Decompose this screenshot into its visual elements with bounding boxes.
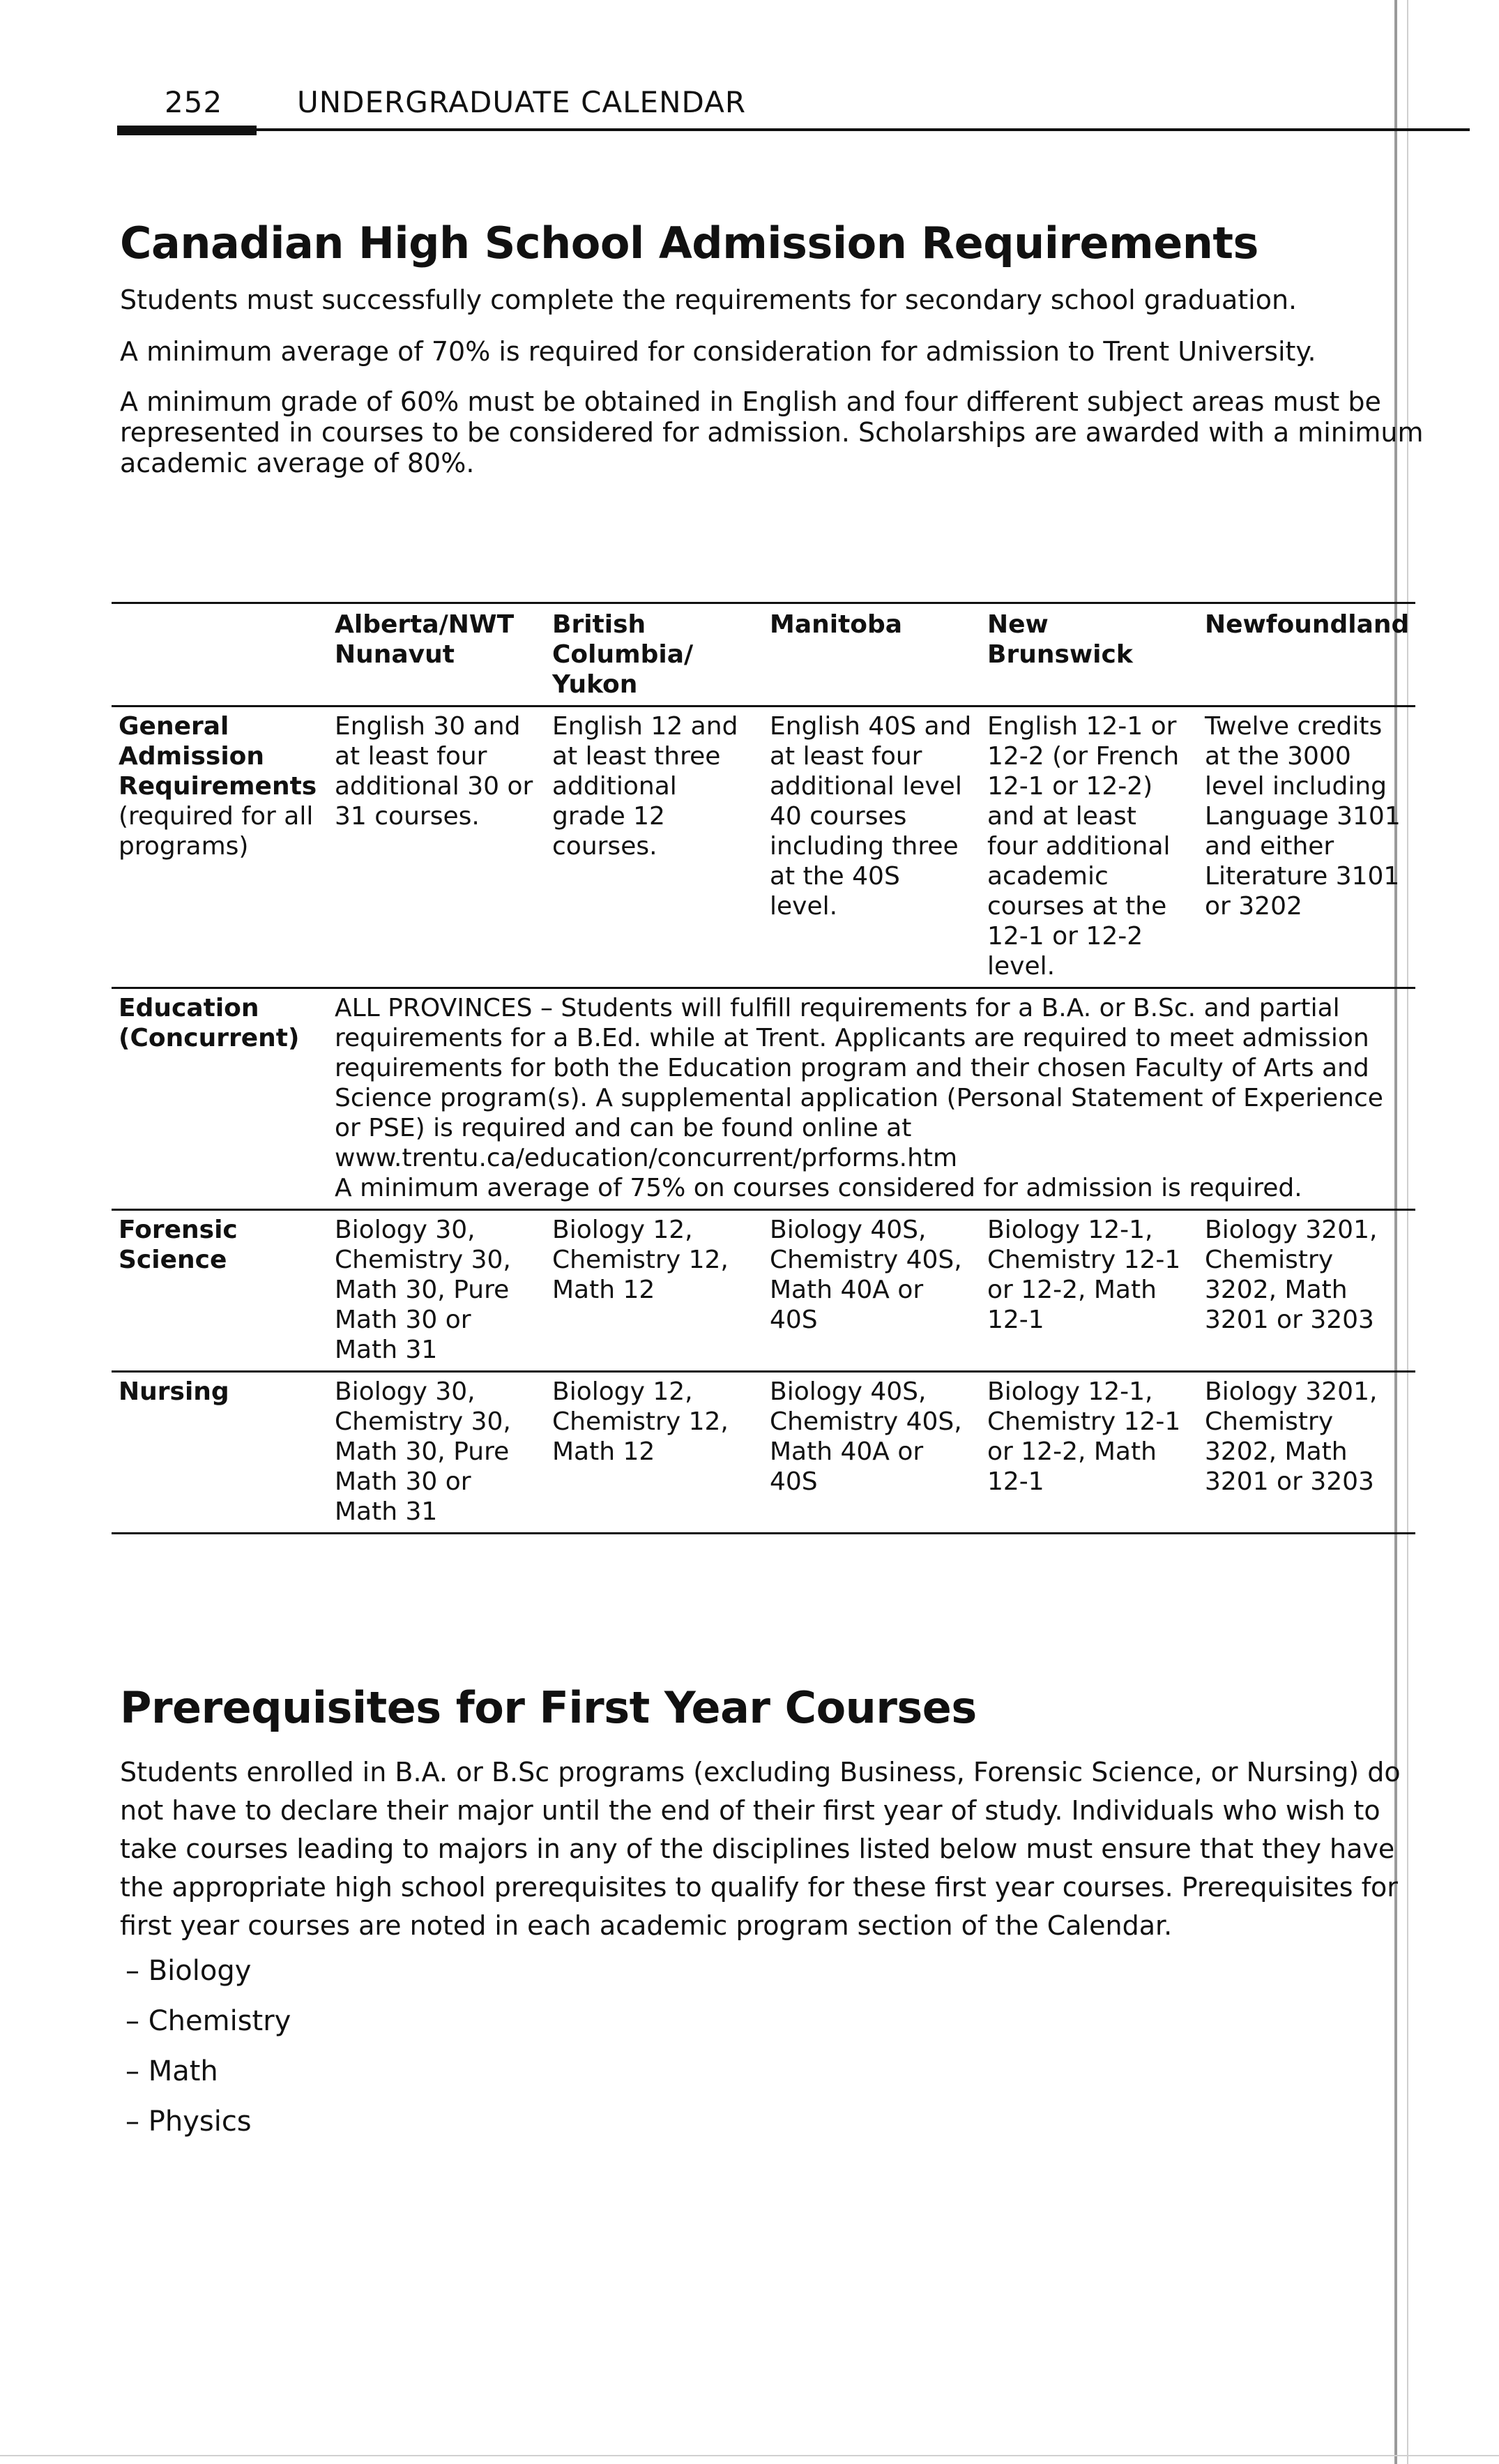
page-bottom-edge <box>0 2455 1499 2456</box>
running-title: UNDERGRADUATE CALENDAR <box>297 85 747 119</box>
row-label-nursing: Nursing <box>119 1377 229 1406</box>
table-cell: English 30 and at least four additional 30 or 31 courses. <box>335 712 533 831</box>
table-cell: Biology 12, Chemistry 12, Math 12 <box>552 1377 729 1466</box>
section-title-prerequisites: Prerequisites for First Year Courses <box>120 1682 977 1733</box>
admission-requirements-table <box>112 602 1415 1534</box>
header-rule-accent <box>117 126 257 135</box>
table-row-forensic <box>112 1210 1415 1372</box>
table-row-general <box>112 706 1415 988</box>
table-cell: Biology 30, Chemistry 30, Math 30, Pure Math 30 or Math 31 <box>335 1216 511 1364</box>
education-text: ALL PROVINCES – Students will fulfill requirements for a B.A. or B.Sc. and partial requirements for a B.Ed. while at Trent. Applicants are required to meet admission requirements for both the Education program and their chosen Faculty of Arts and Science program(s). A supplemental application (Personal Statement of Experience or PSE) is required and can be found online at www.trentu.ca/education/concurrent/prforms.htm <box>335 994 1383 1172</box>
subject-list <box>125 1946 291 2147</box>
table-cell: Biology 30, Chemistry 30, Math 30, Pure Math 30 or Math 31 <box>335 1377 511 1526</box>
running-header <box>165 85 746 119</box>
header-newfoundland: Newfoundland <box>1198 603 1415 706</box>
list-item: – Biology <box>125 1946 291 1996</box>
header-alberta: Alberta/NWT Nunavut <box>328 603 545 706</box>
row-label-forensic: Forensic Science <box>119 1216 238 1274</box>
header-new-brunswick: New Brunswick <box>980 603 1198 706</box>
table-cell: Twelve credits at the 3000 level including Language 3101 and either Literature 3101 or 3202 <box>1205 712 1401 921</box>
row-label-education: Education (Concurrent) <box>119 994 300 1052</box>
table-cell: Biology 3201, Chemistry 3202, Math 3201 or 3203 <box>1205 1216 1378 1334</box>
row-label-general <box>112 706 328 988</box>
header-rule <box>117 128 1470 131</box>
table-cell: Biology 12-1, Chemistry 12-1 or 12-2, Math 12-1 <box>987 1377 1181 1496</box>
admission-paragraph-1: Students must successfully complete the requirements for secondary school graduation. <box>120 285 1298 315</box>
table-cell: English 12-1 or 12-2 (or French 12-1 or 12-2) and at least four additional academic courses at the 12-1 or 12-2 level. <box>987 712 1180 981</box>
table-cell: Biology 12-1, Chemistry 12-1 or 12-2, Math 12-1 <box>987 1216 1181 1334</box>
table-cell: Biology 40S, Chemistry 40S, Math 40A or 40S <box>770 1216 962 1334</box>
table-cell: Biology 40S, Chemistry 40S, Math 40A or 40S <box>770 1377 962 1496</box>
list-item: – Chemistry <box>125 1996 291 2046</box>
general-label: General Admission Requirements <box>119 712 317 801</box>
table-header-row <box>112 603 1415 706</box>
header-british-columbia: British Columbia/ Yukon <box>545 603 763 706</box>
prerequisites-paragraph: Students enrolled in B.A. or B.Sc programs (excluding Business, Forensic Science, or Nursing) do not have to declare their major until the end of their first year of study. Individuals who wish to take courses leading to majors in any of the disciplines listed below must ensure that they have the appropriate high school prerequisites to qualify for these first year courses. Prerequisites for first year courses are noted in each academic program section of the Calendar. <box>120 1757 1401 1941</box>
table-row-education <box>112 988 1415 1210</box>
section-title-admission: Canadian High School Admission Requirements <box>120 218 1258 269</box>
table-cell: Biology 12, Chemistry 12, Math 12 <box>552 1216 729 1304</box>
page-number: 252 <box>165 85 223 119</box>
table-cell: English 12 and at least three additional grade 12 courses. <box>552 712 738 861</box>
education-text-min-average: A minimum average of 75% on courses considered for admission is required. <box>335 1174 1302 1202</box>
list-item: – Math <box>125 2046 291 2096</box>
list-item: – Physics <box>125 2096 291 2147</box>
table-row-nursing <box>112 1372 1415 1534</box>
general-sublabel: (required for all programs) <box>119 802 314 861</box>
education-cell <box>328 988 1415 1210</box>
header-manitoba: Manitoba <box>763 603 980 706</box>
table-cell: English 40S and at least four additional level 40 courses including three at the 40S level. <box>770 712 972 921</box>
header-blank <box>112 603 328 706</box>
table-cell: Biology 3201, Chemistry 3202, Math 3201 or 3203 <box>1205 1377 1378 1496</box>
admission-paragraph-2: A minimum average of 70% is required for consideration for admission to Trent University. <box>120 336 1316 367</box>
admission-paragraph-3: A minimum grade of 60% must be obtained in English and four different subject areas must be represented in courses to be considered for admission. Scholarships are awarded with a minimum academic average of 80%. <box>120 386 1424 478</box>
